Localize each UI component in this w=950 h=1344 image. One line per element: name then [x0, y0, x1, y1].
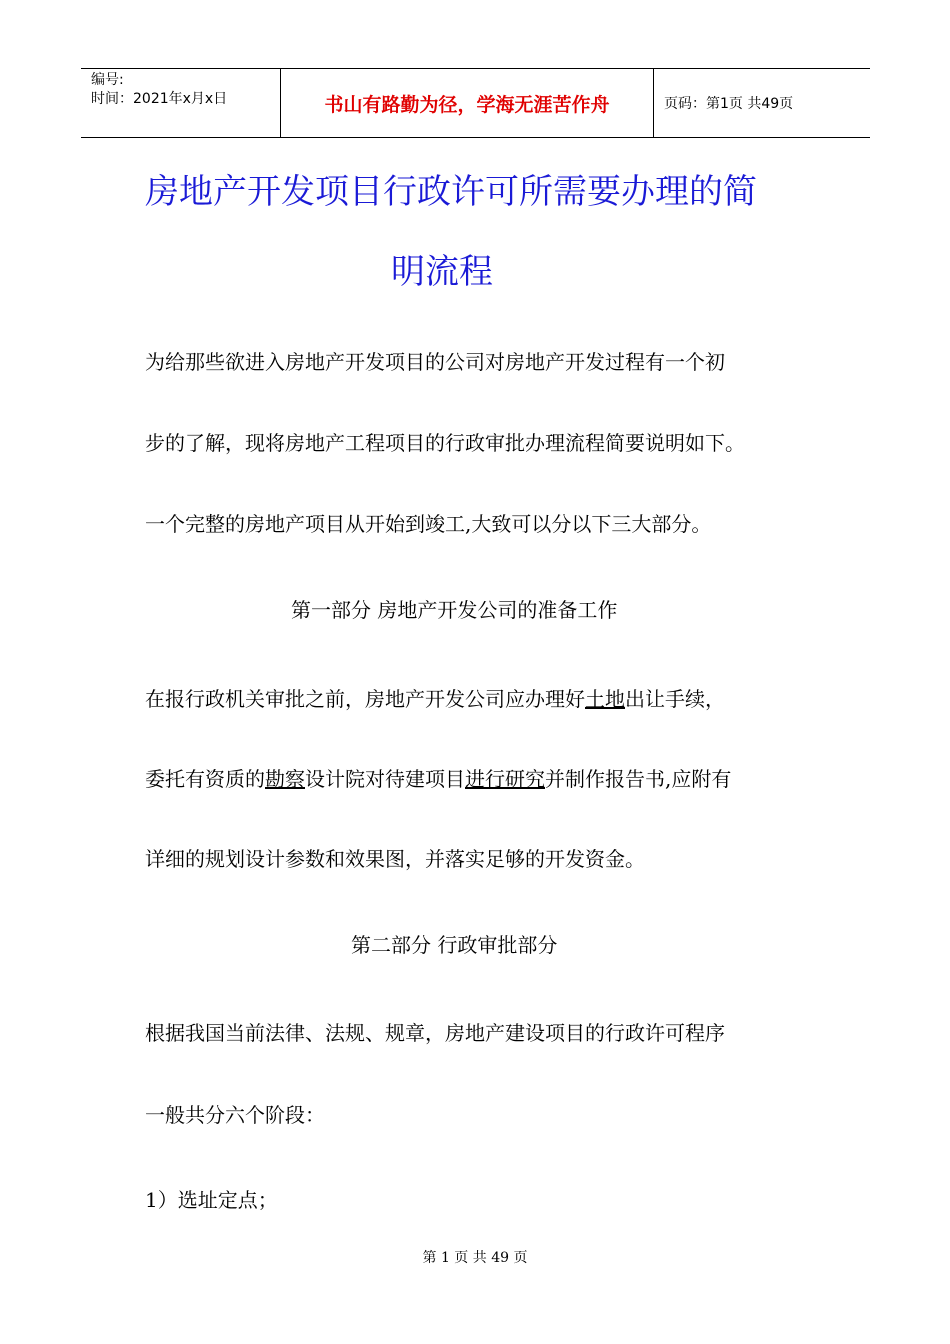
section2-item1: 1）选址定点；: [145, 1188, 278, 1212]
section2-line1: 根据我国当前法律、法规、规章，房地产建设项目的行政许可程序: [145, 1021, 725, 1045]
time-label: 时间：2021年x月x日: [91, 91, 228, 107]
s1-line1-text-b: 出让手续，: [625, 687, 725, 711]
survey-underlined-text: 勘察: [265, 767, 305, 791]
s1-line2-text-a: 委托有资质的: [145, 767, 265, 791]
land-link-text: 土地: [585, 687, 625, 711]
s1-line1-text-a: 在报行政机关审批之前，房地产开发公司应办理好: [145, 687, 585, 711]
header-meta: [81, 69, 281, 137]
intro-line3: 一个完整的房地产项目从开始到竣工,大致可以分以下三大部分。: [145, 512, 712, 536]
document-title-line2: 明流程: [391, 252, 493, 292]
s1-line2-text-c: 并制作报告书,应附有: [545, 767, 732, 791]
research-underlined-text: 进行研究: [465, 767, 545, 791]
header-motto: 书山有路勤为径，学海无涯苦作舟: [281, 69, 654, 137]
section2-line2: 一般共分六个阶段：: [145, 1103, 325, 1127]
s1-line2-text-b: 设计院对待建项目: [305, 767, 465, 791]
number-label: 编号:: [91, 72, 124, 88]
header-page-info: 页码：第1页 共49页: [664, 96, 794, 112]
document-title-line1: 房地产开发项目行政许可所需要办理的简: [145, 172, 757, 212]
section1-heading: 第一部分 房地产开发公司的准备工作: [291, 598, 618, 622]
section1-line3: 详细的规划设计参数和效果图，并落实足够的开发资金。: [145, 847, 645, 871]
header-table: [81, 68, 870, 138]
section1-line2: [145, 763, 731, 792]
intro-line1: 为给那些欲进入房地产开发项目的公司对房地产开发过程有一个初: [145, 350, 725, 374]
page-footer: 第 1 页 共 49 页: [422, 1250, 528, 1266]
section1-line1: [145, 683, 725, 712]
section2-heading: 第二部分 行政审批部分: [351, 933, 558, 957]
intro-line2: 步的了解，现将房地产工程项目的行政审批办理流程简要说明如下。: [145, 431, 745, 455]
